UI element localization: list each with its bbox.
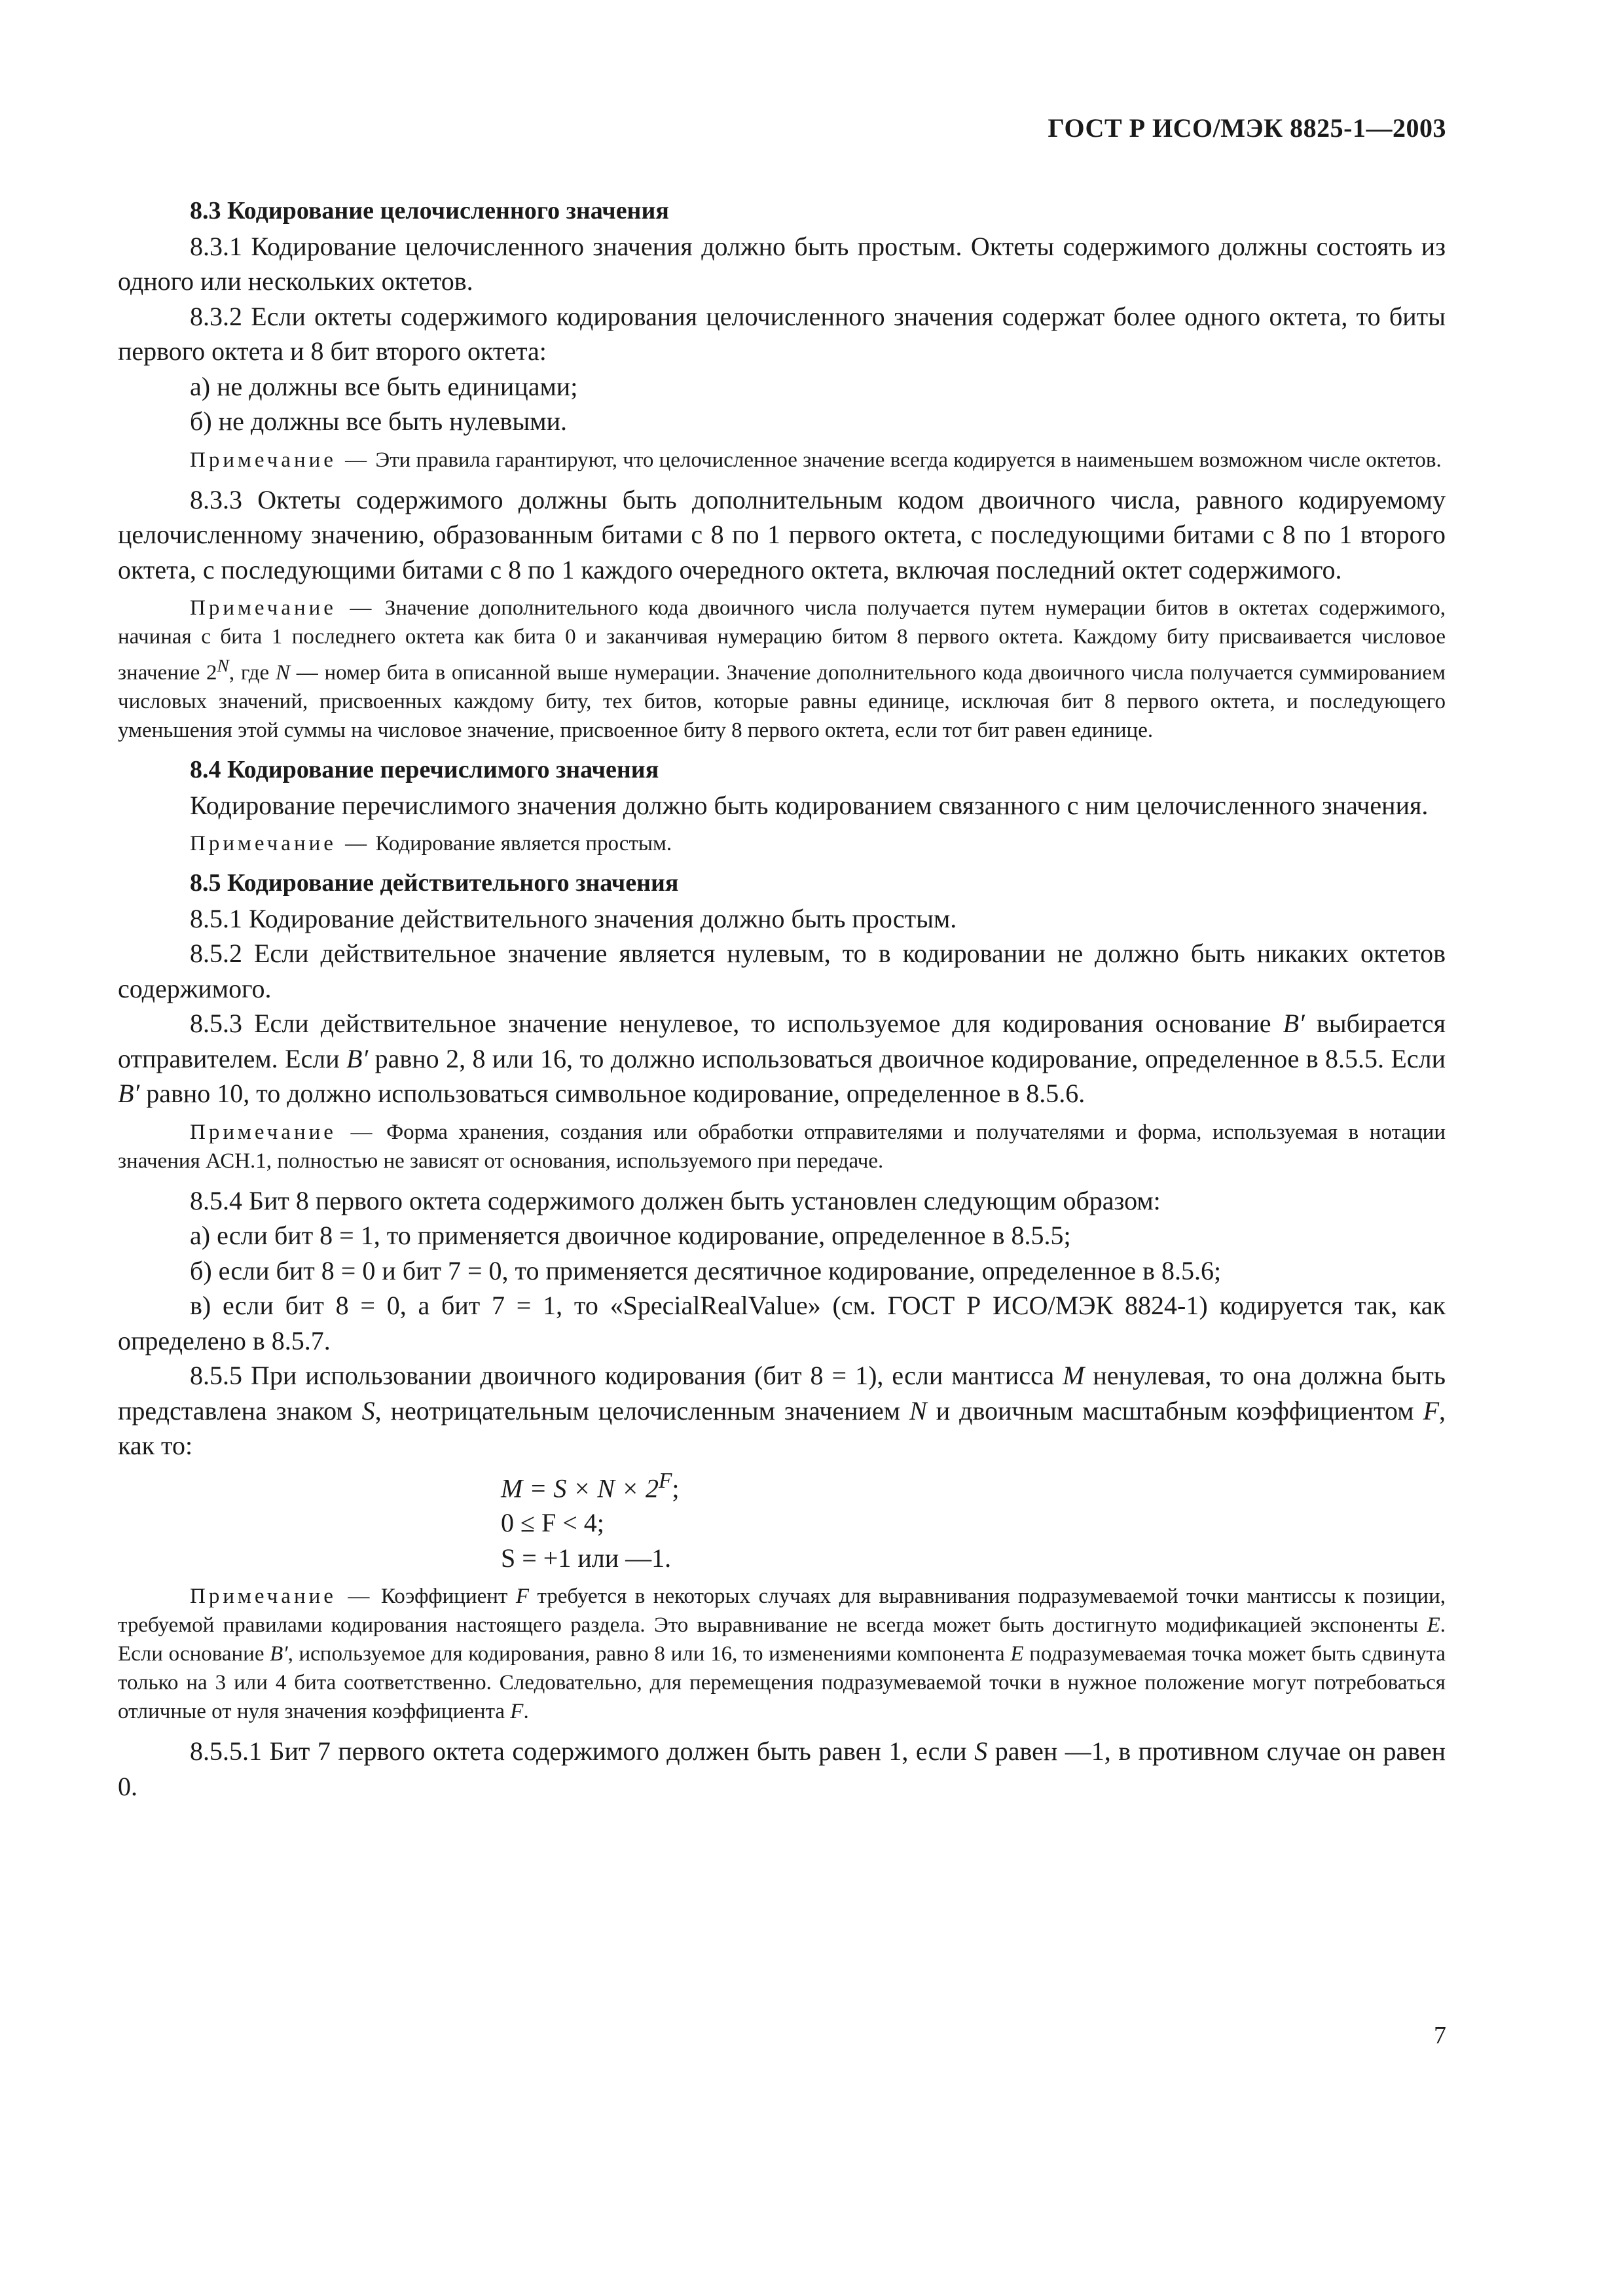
variable-e: E: [1427, 1613, 1440, 1638]
variable-n: N: [909, 1395, 927, 1426]
text-part: , как то:: [118, 1395, 1446, 1460]
note-8-5-3: [118, 1118, 1446, 1175]
paragraph-8-5-2: 8.5.2 Если действительное значение является нулевым, то в кодировании не должно быть никаких октетов содержимого.: [118, 939, 1446, 1003]
paragraph-8-3-2: 8.3.2 Если октеты содержимого кодирования целочисленного значения содержат более одного октета, то биты первого октета и 8 бит второго октета:: [118, 301, 1446, 366]
formula-line-2: 0 ≤ F < 4;: [501, 1508, 604, 1538]
note-label: Примечание —: [190, 448, 371, 472]
paragraph-8-4: Кодирование перечислимого значения должно быть кодированием связанного с ним целочисленного значения.: [190, 790, 1429, 820]
text-part: 8.5.3 Если действительное значение ненулевое, то используемое для кодирования основание: [190, 1009, 1283, 1038]
paragraph-8-5-5-1: [118, 1734, 1446, 1804]
note-8-5-5: [118, 1582, 1446, 1726]
note-text-part: , где: [228, 661, 276, 685]
note-label: Примечание —: [190, 1120, 376, 1144]
note-label: Примечание —: [190, 1585, 373, 1609]
text-part: равен —1, в противном случае он равен 0.: [118, 1736, 1446, 1801]
text-part: равно 10, то должно использоваться символьное кодирование, определенное в 8.5.6.: [139, 1079, 1085, 1108]
variable-f: F: [1423, 1395, 1440, 1426]
text-part: ненулевая, то она должна быть представлена знаком: [118, 1361, 1446, 1426]
document-header: ГОСТ Р ИСО/МЭК 8825-1—2003: [1048, 113, 1446, 143]
note-text-part: Коэффициент: [380, 1585, 516, 1609]
text-part: 8.5.5.1 Бит 7 первого октета содержимого должен быть равен 1, если: [190, 1736, 975, 1767]
superscript-f: F: [658, 1468, 672, 1493]
section-heading-8-4: 8.4 Кодирование перечислимого значения: [190, 756, 659, 783]
variable-m: M: [1063, 1361, 1085, 1390]
note-label: Примечание —: [190, 832, 371, 855]
note-label: Примечание —: [190, 596, 375, 620]
note-text-part: .: [523, 1700, 529, 1724]
variable-f: F: [510, 1700, 524, 1724]
variable-s: S: [361, 1395, 375, 1426]
paragraph-8-5-3: [118, 1006, 1446, 1111]
note-text: Кодирование является простым.: [375, 832, 672, 855]
text-part: , неотрицательным целочисленным значением: [374, 1395, 910, 1426]
document-body: [118, 194, 1446, 1804]
formula-text: M = S × N × 2: [501, 1473, 659, 1503]
text-part: и двоичным масштабным коэффициентом: [926, 1395, 1423, 1426]
paragraph-8-5-1: 8.5.1 Кодирование действительного значения должно быть простым.: [190, 903, 957, 933]
text-part: 8.5.5 При использовании двоичного кодирования (бит 8 = 1), если мантисса: [190, 1361, 1063, 1390]
note-text: Форма хранения, создания или обработки отправителями и получателями и форма, используемая в нотации значения АСН.1, полностью не зависят от основания, используемого при передаче.: [118, 1120, 1446, 1173]
note-text-part: — номер бита в описанной выше нумерации. Значение дополнительного кода двоичного числа получается суммированием числовых значений, присвоенных каждому биту, тех битов, которые равны единице, исключая бит 8 первого октета, и последующего уменьшения этой суммы на числовое значение, присвоенное биту 8 первого октета, если тот бит равен единице.: [118, 661, 1446, 742]
note-text-part: . Если основание: [118, 1613, 1446, 1666]
variable-b-prime: B′: [1283, 1009, 1305, 1038]
list-item-c: в) если бит 8 = 0, а бит 7 = 1, то «SpecialRealValue» (см. ГОСТ Р ИСО/МЭК 8824-1) кодируется так, как определено в 8.5.7.: [118, 1291, 1446, 1355]
variable-b-prime: B′: [270, 1642, 288, 1666]
variable-n: N: [275, 661, 290, 685]
variable-e: E: [1010, 1642, 1024, 1666]
formula-line-1: [501, 1463, 1446, 1506]
list-item-b: б) если бит 8 = 0 и бит 7 = 0, то применяется десятичное кодирование, определенное в 8.5.6;: [190, 1255, 1222, 1285]
variable-b-prime: B′: [118, 1079, 140, 1108]
note-8-4: [118, 829, 1446, 858]
note-text: Эти правила гарантируют, что целочисленное значение всегда кодируется в наименьшем возможном числе октетов.: [375, 448, 1442, 472]
note-text-part: подразумеваемая точка может быть сдвинута только на 3 или 4 бита соответственно. Следовательно, для перемещения подразумеваемой точки в нужное положение могут потребоваться отличные от нуля значения коэффициента: [118, 1642, 1446, 1724]
note-text-part: , используемое для кодирования, равно 8 или 16, то изменениями компонента: [287, 1642, 1011, 1666]
paragraph-8-3-1: 8.3.1 Кодирование целочисленного значения должно быть простым. Октеты содержимого должны состоять из одного или нескольких октетов.: [118, 231, 1446, 296]
paragraph-8-3-3: 8.3.3 Октеты содержимого должны быть дополнительным кодом двоичного числа, равного кодируемому целочисленному значению, образованным битами с 8 по 1 первого октета, с последующими битами с 8 по 1 второго октета, с последующими битами с 8 по 1 каждого очередного октета, включая последний октет содержимого.: [118, 484, 1446, 584]
formula-line-3: S = +1 или —1.: [501, 1543, 672, 1573]
section-heading-8-3: 8.3 Кодирование целочисленного значения: [190, 197, 669, 224]
list-item-b: б) не должны все быть нулевыми.: [190, 406, 567, 436]
superscript-n: N: [217, 655, 229, 675]
variable-f: F: [515, 1585, 529, 1609]
text-part: выбирается отправителем. Если: [118, 1009, 1446, 1073]
list-item-a: а) не должны все быть единицами;: [190, 371, 578, 401]
page-number: 7: [1434, 2022, 1446, 2049]
note-text-part: Значение дополнительного кода двоичного числа получается путем нумерации битов в октетах содержимого, начиная с бита 1 последнего октета как бита 0 и заканчивая нумерацию битом 8 первого октета. Каждому биту присваивается числовое значение 2: [118, 596, 1446, 685]
section-heading-8-5: 8.5 Кодирование действительного значения: [190, 869, 679, 897]
paragraph-8-5-4: 8.5.4 Бит 8 первого октета содержимого должен быть установлен следующим образом:: [190, 1185, 1161, 1215]
variable-s: S: [974, 1736, 988, 1767]
list-item-a: а) если бит 8 = 1, то применяется двоичное кодирование, определенное в 8.5.5;: [190, 1221, 1071, 1250]
formula-text: ;: [672, 1473, 680, 1503]
note-8-3-2: [118, 446, 1446, 475]
note-8-3-3: [118, 594, 1446, 745]
paragraph-8-5-5: [118, 1358, 1446, 1463]
note-text-part: требуется в некоторых случаях для выравнивания подразумеваемой точки мантиссы к позиции, требуемой правилами кодирования настоящего раздела. Это выравнивание не всегда может быть достигнуто модификацией экспоненты: [118, 1585, 1446, 1638]
variable-b-prime: B′: [346, 1043, 369, 1073]
text-part: равно 2, 8 или 16, то должно использоваться двоичное кодирование, определенное в 8.5.5. Если: [368, 1043, 1446, 1073]
